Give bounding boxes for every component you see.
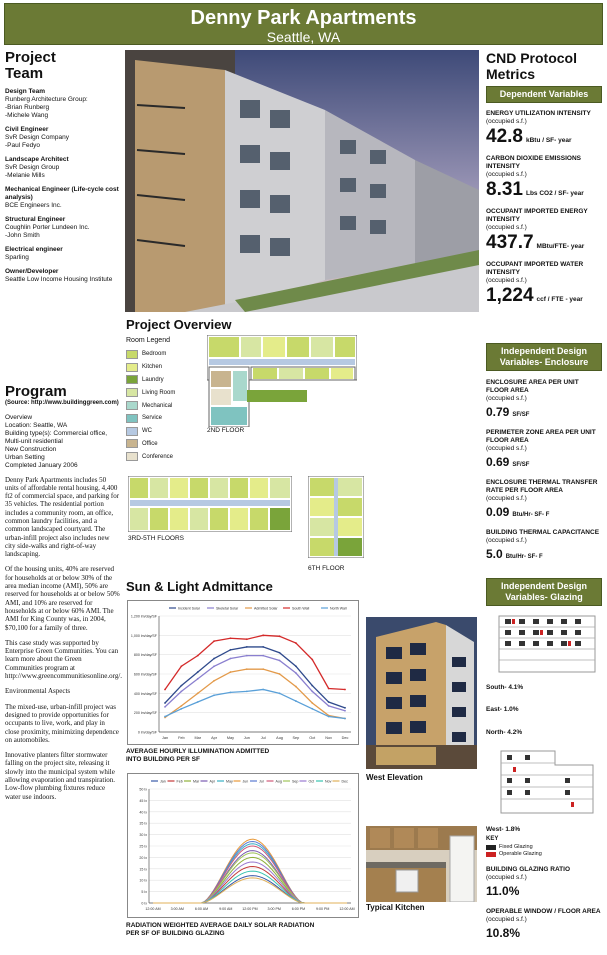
data-point xyxy=(311,702,313,704)
data-point xyxy=(213,665,215,667)
legend-entry: Mar xyxy=(193,779,200,784)
data-point xyxy=(279,660,281,662)
metric-sub: (occupied s.f.) xyxy=(486,224,527,231)
y-tick-label: 600 lm/day/SF xyxy=(133,672,157,677)
program-paragraph: Environmental Aspects xyxy=(5,687,71,696)
legend-swatch xyxy=(126,375,138,384)
legend-item xyxy=(126,386,206,399)
legend-entry: Aug xyxy=(275,779,282,784)
room-legend xyxy=(126,337,206,463)
south-elevation-drawing xyxy=(495,610,599,676)
metric-label: ENCLOSURE THERMAL TRANSFER RATE PER FLOOR AREA xyxy=(486,479,598,494)
metric-value: 437.7 xyxy=(486,232,534,253)
y-tick-label: 30 lx xyxy=(139,833,147,838)
x-tick-label: 9:00 PM xyxy=(316,907,330,911)
team-group xyxy=(5,186,120,210)
legend-label: Service xyxy=(142,415,163,422)
team-role: Civil Engineer xyxy=(5,126,49,133)
data-point xyxy=(180,708,182,710)
data-point xyxy=(328,716,330,718)
metric-unit: kBtu / SF- year xyxy=(525,137,572,144)
y-tick-label: 15 lx xyxy=(139,867,147,872)
legend-label: Conference xyxy=(142,453,174,460)
team-group xyxy=(5,246,120,262)
legend-entry: Jan xyxy=(160,779,166,784)
data-point xyxy=(246,691,248,693)
metric-value: 5.0 xyxy=(486,547,503,561)
key-label: Fixed Glazing xyxy=(499,843,533,850)
data-point xyxy=(262,689,264,691)
metric-sub: (occupied s.f.) xyxy=(486,277,527,284)
chart2-caption: RADIATION WEIGHTED AVERAGE DAILY SOLAR RADIATION PER SF OF BUILDING GLAZING xyxy=(126,922,315,937)
program-source xyxy=(5,400,121,408)
team-member: Coughlin Porter Lundeen Inc. xyxy=(5,224,90,231)
y-tick-label: 35 lx xyxy=(139,821,147,826)
overview-line: Building type(s): Commercial office, xyxy=(5,429,108,437)
data-point xyxy=(328,688,330,690)
overview-line: Overview xyxy=(5,413,33,421)
legend-swatch xyxy=(126,452,138,461)
team-member: SvR Design Company xyxy=(5,134,69,141)
floor-plan-3rd-5th xyxy=(128,476,292,532)
metric-block xyxy=(486,908,602,942)
team-member: -Melanie Mills xyxy=(5,172,45,179)
x-tick-label: 3:00 PM xyxy=(267,907,281,911)
floor-label-6th: 6TH FLOOR xyxy=(308,565,345,572)
program-paragraph: Of the housing units, 40% are reserved for households at or below 30% of the area median income (AMI), 50% are reserved for households at or below 50% AMI, and 10% are reserved for households at or below 60% AMI. The AMI for King County was, in 2004, $70,100 for a family of three. xyxy=(5,565,120,632)
source-url[interactable]: http://www.buildinggreen.com) xyxy=(31,400,119,406)
data-point xyxy=(230,649,232,651)
legend-entry: Sep xyxy=(292,779,299,784)
y-tick-label: 0 lm/day/SF xyxy=(137,730,157,735)
legend-swatch xyxy=(126,427,138,436)
metric-block xyxy=(486,110,602,148)
x-tick-label: 6:00 PM xyxy=(291,907,306,911)
glazing-metrics xyxy=(486,858,602,942)
team-group xyxy=(5,268,120,284)
data-point xyxy=(230,658,232,660)
data-point xyxy=(180,685,182,687)
x-tick-label: Jul xyxy=(260,736,266,740)
metric-value-row xyxy=(486,126,602,148)
data-point xyxy=(311,659,313,661)
metric-sub: (occupied s.f.) xyxy=(486,171,527,178)
team-role: Landscape Architect xyxy=(5,156,69,163)
legend-entry: Feb xyxy=(176,779,183,784)
metric-label: ENERGY UTILIZATION INTENSITY xyxy=(486,110,591,117)
x-tick-label: Jan xyxy=(161,736,169,740)
west-elevation-photo xyxy=(366,617,477,769)
team-member: BCE Engineers Inc. xyxy=(5,202,62,209)
data-point xyxy=(213,658,215,660)
x-tick-label: Nov xyxy=(325,736,333,740)
metric-value: 11.0% xyxy=(486,884,520,898)
data-point xyxy=(230,671,232,673)
floor-plan-6th xyxy=(308,476,364,558)
y-tick-label: 800 lm/day/SF xyxy=(133,653,157,658)
legend-item xyxy=(126,412,206,425)
kitchen-caption: Typical Kitchen xyxy=(366,903,425,912)
x-tick-label: Oct xyxy=(309,736,316,740)
data-point xyxy=(311,685,313,687)
data-point xyxy=(213,640,215,642)
legend-entry: Oct xyxy=(308,779,315,784)
legend-entry: Apr xyxy=(209,779,216,784)
x-tick-label: Feb xyxy=(178,736,185,740)
metric-label: ENCLOSURE AREA PER UNIT FLOOR AREA xyxy=(486,379,579,394)
overview-line: Urban Setting xyxy=(5,453,45,461)
team-role: Structural Engineer xyxy=(5,216,66,223)
metric-value: 10.8% xyxy=(486,926,521,940)
key-label: Operable Glazing xyxy=(499,850,542,857)
data-point xyxy=(279,673,281,675)
team-role: Owner/Developer xyxy=(5,268,59,275)
data-point xyxy=(295,665,297,667)
legend-entry: May xyxy=(226,779,233,784)
legend-swatch xyxy=(126,439,138,448)
data-point xyxy=(230,637,232,639)
legend-item xyxy=(126,399,206,412)
x-tick-label: Dec xyxy=(341,736,349,740)
glazing-north: North- 4.2% xyxy=(486,729,523,736)
legend-label: Laundry xyxy=(142,376,164,383)
team-member: -Paul Fedyo xyxy=(5,142,41,149)
legend-label: Kitchen xyxy=(142,364,163,371)
metric-block xyxy=(486,429,602,471)
x-tick-label: 12:00 PM xyxy=(242,907,258,911)
data-point xyxy=(213,680,215,682)
legend-label: Office xyxy=(142,440,158,447)
data-point xyxy=(279,692,281,694)
x-tick-label: Aug xyxy=(276,736,283,740)
metric-block xyxy=(486,261,602,307)
legend-entry: Skeletal Solar xyxy=(216,606,239,611)
page-title: Denny Park Apartments xyxy=(190,7,417,29)
metric-block xyxy=(486,379,602,421)
program-paragraph: Denny Park Apartments includes 50 units of affordable rental housing, 4,400 ft2 of commercial space, and parking for 35 vehicles. The residential portion includes a community room, an office, common laundry facilities, and a common landscaped courtyard. The urban-infill project also includes new city side-walks and right-of-way landscaping. xyxy=(5,475,120,559)
metric-value-row xyxy=(486,545,602,563)
x-tick-label: 6:00 AM xyxy=(194,907,209,911)
glazing-key xyxy=(486,836,602,858)
team-role: Design Team xyxy=(5,88,45,95)
x-tick-label: Mar xyxy=(194,736,202,740)
metric-block xyxy=(486,529,602,563)
y-tick-label: 1,000 lm/day/SF xyxy=(130,633,157,638)
dependent-bar: Dependent Variables xyxy=(486,86,602,103)
west-elevation-drawing xyxy=(495,745,599,817)
glazing-section xyxy=(486,578,602,606)
team-member: -Michele Wang xyxy=(5,112,49,119)
metric-block xyxy=(486,866,602,900)
cnd-section xyxy=(486,50,602,307)
west-elevation-caption: West Elevation xyxy=(366,773,423,782)
data-point xyxy=(344,689,346,691)
data-point xyxy=(344,707,346,709)
metric-label: BUILDING THERMAL CAPACITANCE xyxy=(486,529,600,536)
floor-label-3rd-5th: 3RD-5TH FLOORS xyxy=(128,535,184,542)
data-point xyxy=(197,655,199,657)
metric-label: CARBON DIOXIDE EMISSIONS INTENSITY xyxy=(486,155,581,170)
data-point xyxy=(246,646,248,648)
key-item xyxy=(486,844,602,851)
metric-unit: SF/SF xyxy=(512,412,530,418)
legend-swatch xyxy=(126,388,138,397)
enclosure-bar: Independent Design Variables- Enclosure xyxy=(486,343,602,371)
x-tick-label: 12:00 AM xyxy=(145,907,161,911)
data-point xyxy=(230,691,232,693)
data-point xyxy=(262,655,264,657)
data-point xyxy=(311,691,313,693)
legend-label: WC xyxy=(142,428,152,435)
metric-value: 0.79 xyxy=(486,405,510,419)
metric-sub: (occupied s.f.) xyxy=(486,537,527,544)
data-point xyxy=(164,716,166,718)
team-role: Mechanical Engineer (Life-cycle cost analysis) xyxy=(5,186,119,201)
x-tick-label: Jun xyxy=(243,736,250,740)
x-tick-label: 12:00 AM xyxy=(339,907,355,911)
legend-entry: Nov xyxy=(325,779,332,784)
legend-swatch xyxy=(126,350,138,359)
metric-value-row xyxy=(486,882,602,900)
team-member: -John Smith xyxy=(5,232,40,239)
glazing-south: South- 4.1% xyxy=(486,684,524,691)
metric-unit: Btu/Hr- SF- F xyxy=(512,512,550,518)
glazing-bar: Independent Design Variables- Glazing xyxy=(486,578,602,606)
legend-entry: Incident Solar xyxy=(178,606,200,611)
team-member: Runberg Architecture Group: xyxy=(5,96,88,103)
data-point xyxy=(279,635,281,637)
kitchen-photo xyxy=(366,826,477,902)
metric-sub: (occupied s.f.) xyxy=(486,445,527,452)
title-banner xyxy=(4,3,603,45)
legend-entry: South Wall xyxy=(292,606,310,611)
data-point xyxy=(197,692,199,694)
metric-value: 0.09 xyxy=(486,505,510,519)
data-point xyxy=(246,668,248,670)
building-rendering xyxy=(125,50,479,312)
data-point xyxy=(180,705,182,707)
data-point xyxy=(197,678,199,680)
data-point xyxy=(295,672,297,674)
data-point xyxy=(295,686,297,688)
x-tick-label: 9:00 AM xyxy=(219,907,233,911)
page-subtitle: Seattle, WA xyxy=(266,29,341,45)
metric-value-row xyxy=(486,403,602,421)
legend-entry: Jul xyxy=(259,779,264,784)
metric-block xyxy=(486,479,602,521)
overview-line: New Construction xyxy=(5,445,57,453)
key-swatch xyxy=(486,845,496,850)
metric-unit: MBtu/FTE- year xyxy=(536,243,585,250)
metric-value: 0.69 xyxy=(486,455,510,469)
y-tick-label: 25 lx xyxy=(139,844,147,849)
metric-value-row xyxy=(486,285,602,307)
y-tick-label: 45 lx xyxy=(139,798,147,803)
metric-unit: ccf / FTE - year xyxy=(536,296,583,303)
metric-value: 8.31 xyxy=(486,179,523,200)
metric-label: OPERABLE WINDOW / FLOOR AREA xyxy=(486,908,601,915)
legend-swatch xyxy=(126,414,138,423)
legend-swatch xyxy=(126,363,138,372)
data-point xyxy=(344,710,346,712)
metric-sub: (occupied s.f.) xyxy=(486,118,527,125)
enclosure-list xyxy=(486,379,602,563)
cnd-heading: CND Protocol Metrics xyxy=(486,50,577,82)
y-tick-label: 1,200 lm/day/SF xyxy=(130,614,157,619)
legend-entry: Jun xyxy=(242,779,249,784)
key-item xyxy=(486,851,602,858)
legend-entry: Dec xyxy=(341,779,348,784)
x-tick-label: Apr xyxy=(211,736,218,740)
legend-swatch xyxy=(126,401,138,410)
team-member: Sparling xyxy=(5,254,29,261)
data-point xyxy=(262,634,264,636)
legend-item xyxy=(126,438,206,451)
team-group xyxy=(5,126,120,150)
y-tick-label: 400 lm/day/SF xyxy=(133,691,157,696)
metric-label: OCCUPANT IMPORTED WATER INTENSITY xyxy=(486,261,584,276)
y-tick-label: 40 lx xyxy=(139,810,147,815)
metric-value-row xyxy=(486,232,602,254)
glazing-west: West- 1.8% xyxy=(486,826,521,833)
y-tick-label: 0 lx xyxy=(141,901,147,906)
metric-unit: Btu/Hr- SF- F xyxy=(505,554,543,560)
floor-plan-2nd xyxy=(207,335,357,427)
data-point xyxy=(328,705,330,707)
legend-item xyxy=(126,374,206,387)
data-point xyxy=(197,671,199,673)
glazing-east: East- 1.0% xyxy=(486,706,519,713)
floor-label-2nd: 2ND FLOOR xyxy=(207,427,245,434)
metric-value-row xyxy=(486,453,602,471)
program-paragraph: This case study was supported by Enterprise Green Communities. You can learn more about the Green Communities program at http://www.greencommunitiesonline.org/. xyxy=(5,638,123,681)
team-groups xyxy=(5,88,120,284)
key-swatch xyxy=(486,852,496,857)
data-point xyxy=(311,708,313,710)
data-point xyxy=(295,642,297,644)
chart1-caption: AVERAGE HOURLY ILLUMINATION ADMITTED INTO BUILDING PER SF xyxy=(126,748,270,763)
team-heading: Project Team xyxy=(5,49,56,82)
dependent-list xyxy=(486,110,602,307)
key-title: KEY xyxy=(486,836,499,842)
legend-label: Bedroom xyxy=(142,351,167,358)
program-paragraph: Innovative planters filter stormwater falling on the project site, releasing it slowly into the municipal system while allowing evaporation and transpiration. Low-flow plumbing fixtures reduce water use indoors. xyxy=(5,751,116,801)
metric-label: BUILDING GLAZING RATIO xyxy=(486,866,571,873)
team-group xyxy=(5,88,120,120)
legend-title: Room Legend xyxy=(126,337,170,344)
source-label: (Source: xyxy=(5,400,30,406)
data-point xyxy=(164,702,166,704)
overview-line: Completed January 2006 xyxy=(5,461,78,469)
data-point xyxy=(262,646,264,648)
metric-sub: (occupied s.f.) xyxy=(486,495,527,502)
legend-label: Living Room xyxy=(142,389,176,396)
legend-rows xyxy=(126,348,206,463)
legend-item xyxy=(126,348,206,361)
metric-block xyxy=(486,208,602,254)
metric-block xyxy=(486,155,602,201)
metric-value-row xyxy=(486,179,602,201)
enclosure-section xyxy=(486,343,602,563)
team-group xyxy=(5,216,120,240)
data-point xyxy=(180,691,182,693)
data-point xyxy=(164,706,166,708)
metric-sub: (occupied s.f.) xyxy=(486,874,527,881)
data-point xyxy=(295,700,297,702)
legend-item xyxy=(126,450,206,463)
chart-frame xyxy=(128,601,359,745)
metric-sub: (occupied s.f.) xyxy=(486,395,527,402)
program-paragraphs xyxy=(5,476,121,801)
team-group xyxy=(5,156,120,180)
legend-label: Mechanical xyxy=(142,402,173,409)
data-point xyxy=(279,652,281,654)
metric-sub: (occupied s.f.) xyxy=(486,916,527,923)
team-member: -Brian Runberg xyxy=(5,104,50,111)
project-team xyxy=(5,50,120,284)
metric-unit: SF/SF xyxy=(512,462,530,468)
team-role: Electrical engineer xyxy=(5,246,63,253)
legend-item xyxy=(126,361,206,374)
data-point xyxy=(246,655,248,657)
key-rows xyxy=(486,844,602,858)
legend-entry: Admitted Solar xyxy=(254,606,278,611)
legend-item xyxy=(126,425,206,438)
metric-value-row xyxy=(486,924,602,942)
overview-line: Location: Seattle, WA xyxy=(5,421,68,429)
illumination-chart xyxy=(127,600,359,745)
overview-heading: Project Overview xyxy=(126,317,232,332)
program-section xyxy=(5,384,121,808)
x-tick-label: Sep xyxy=(292,736,300,740)
sun-heading: Sun & Light Admittance xyxy=(126,579,273,594)
data-point xyxy=(328,701,330,703)
radiation-chart xyxy=(127,773,359,918)
metric-label: OCCUPANT IMPORTED ENERGY INTENSITY xyxy=(486,208,588,223)
program-overview xyxy=(5,414,121,470)
program-paragraph: The mixed-use, urban-infill project was designed to provide opportunities for occupants to live, work, and play in close proximity, minimizing dependence on automobiles. xyxy=(5,702,119,744)
data-point xyxy=(262,668,264,670)
y-tick-label: 50 lx xyxy=(139,787,147,792)
overview-line: Multi-unit residential xyxy=(5,437,63,445)
data-point xyxy=(164,689,166,691)
legend-entry: North Wall xyxy=(330,606,347,611)
x-tick-label: May xyxy=(226,736,235,740)
y-tick-label: 5 lx xyxy=(141,890,147,895)
metric-label: PERIMETER ZONE AREA PER UNIT FLOOR AREA xyxy=(486,429,596,444)
y-tick-label: 200 lm/day/SF xyxy=(133,711,157,716)
metric-value: 1,224 xyxy=(486,285,534,306)
data-point xyxy=(246,638,248,640)
program-heading: Program xyxy=(5,383,67,400)
team-member: SvR Design Group xyxy=(5,164,60,171)
data-point xyxy=(213,694,215,696)
team-member: Seattle Low Income Housing Institute xyxy=(5,276,113,283)
data-point xyxy=(180,665,182,667)
y-tick-label: 10 lx xyxy=(139,878,147,883)
y-tick-label: 20 lx xyxy=(139,855,147,860)
metric-value-row xyxy=(486,503,602,521)
data-point xyxy=(344,718,346,720)
metric-value: 42.8 xyxy=(486,126,523,147)
metric-unit: Lbs CO2 / SF- year xyxy=(525,190,584,197)
data-point xyxy=(197,701,199,703)
x-tick-label: 3:00 AM xyxy=(170,907,184,911)
